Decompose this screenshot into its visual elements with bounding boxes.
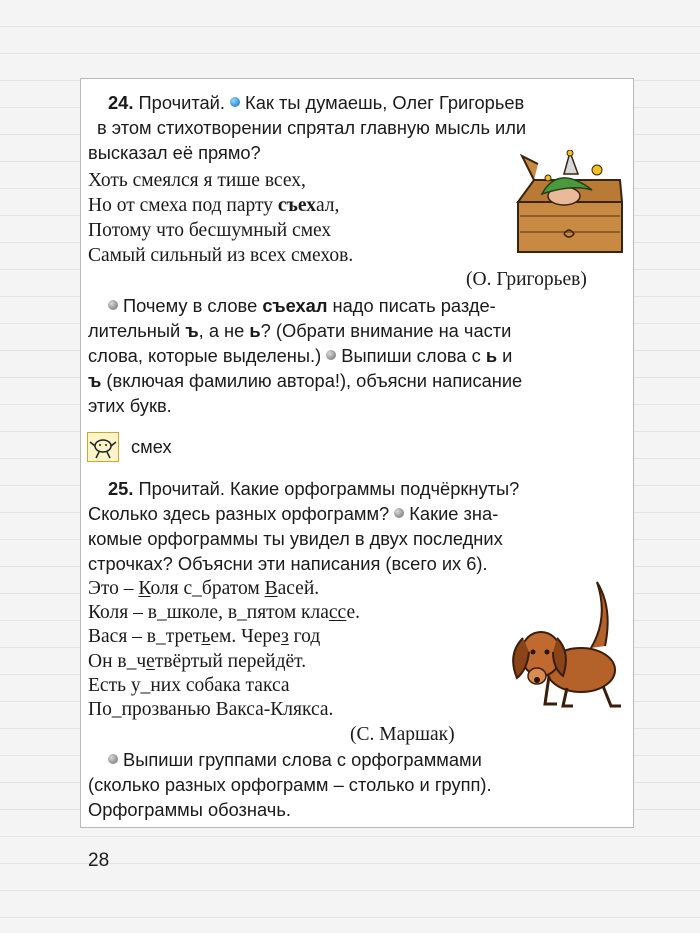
poem-line: Есть у_них собака такса	[88, 675, 290, 696]
exercise-25-line1: 25. Прочитай. Какие орфограммы подчёркнуты?	[108, 478, 520, 499]
bullet-icon	[326, 350, 336, 360]
poem-line: Хоть смеялся я тише всех,	[88, 170, 306, 191]
poem-author: (О. Григорьев)	[466, 269, 587, 290]
poem-line: Потому что бесшумный смех	[88, 220, 332, 241]
bullet-icon	[394, 508, 404, 518]
poem-line: Самый сильный из всех смехов.	[88, 245, 354, 266]
bullet-icon	[108, 754, 118, 764]
exercise-24-task-line4: ъ (включая фамилию автора!), объясни написание	[88, 370, 523, 391]
poem-line: Это – Коля с_братом Васей.	[88, 578, 320, 599]
exercise-25-line2: Сколько здесь разных орфограмм? Какие зна-	[88, 503, 499, 524]
exercise-number: 24.	[108, 92, 134, 113]
exercise-25-line3: комые орфограммы ты увидел в двух последних	[88, 528, 503, 549]
exercise-25-task-line2: (сколько разных орфограмм – столько и групп).	[88, 774, 492, 795]
exercise-24-task-line1: Почему в слове съехал надо писать разде-	[108, 294, 496, 318]
page-number: 28	[88, 850, 110, 871]
jester-box-illustration	[512, 150, 630, 258]
poem-line: Вася – в_третьем. Через год	[88, 626, 321, 647]
exercise-25-line4: строчках? Объясни эти написания (всего их 6).	[88, 553, 488, 574]
exercise-24-line3: высказал её прямо?	[88, 142, 261, 163]
dachshund-illustration	[505, 578, 629, 710]
vocabulary-word: смех	[131, 436, 172, 457]
exercise-24-task-line5: этих букв.	[88, 395, 172, 416]
exercise-24-task-line2: лительный ъ, а не ь? (Обрати внимание на части	[88, 320, 512, 341]
poem-line: По_прозванью Вакса-Клякса.	[88, 699, 334, 720]
poem-line: Но от смеха под парту съехал,	[88, 195, 340, 216]
exercise-24-task-line3: слова, которые выделены.) Выпиши слова с ь и	[88, 345, 513, 366]
exercise-number: 25.	[108, 478, 134, 499]
exercise-24-line1: 24. Прочитай. Как ты думаешь, Олег Григорьев	[108, 92, 525, 113]
poem-line: Он в_четвёртый перейдёт.	[88, 651, 307, 672]
bullet-icon	[230, 97, 240, 107]
bullet-icon	[108, 300, 118, 310]
exercise-25-task-line3: Орфограммы обозначь.	[88, 799, 291, 820]
exercise-25-task-line1: Выпиши группами слова с орфограммами	[108, 748, 482, 772]
exercise-24-line2: в этом стихотворении спрятал главную мысль или	[97, 117, 527, 138]
vocabulary-icon	[87, 432, 119, 462]
poem-author: (С. Маршак)	[350, 724, 455, 745]
poem-line: Коля – в_школе, в_пятом классе.	[88, 602, 360, 623]
